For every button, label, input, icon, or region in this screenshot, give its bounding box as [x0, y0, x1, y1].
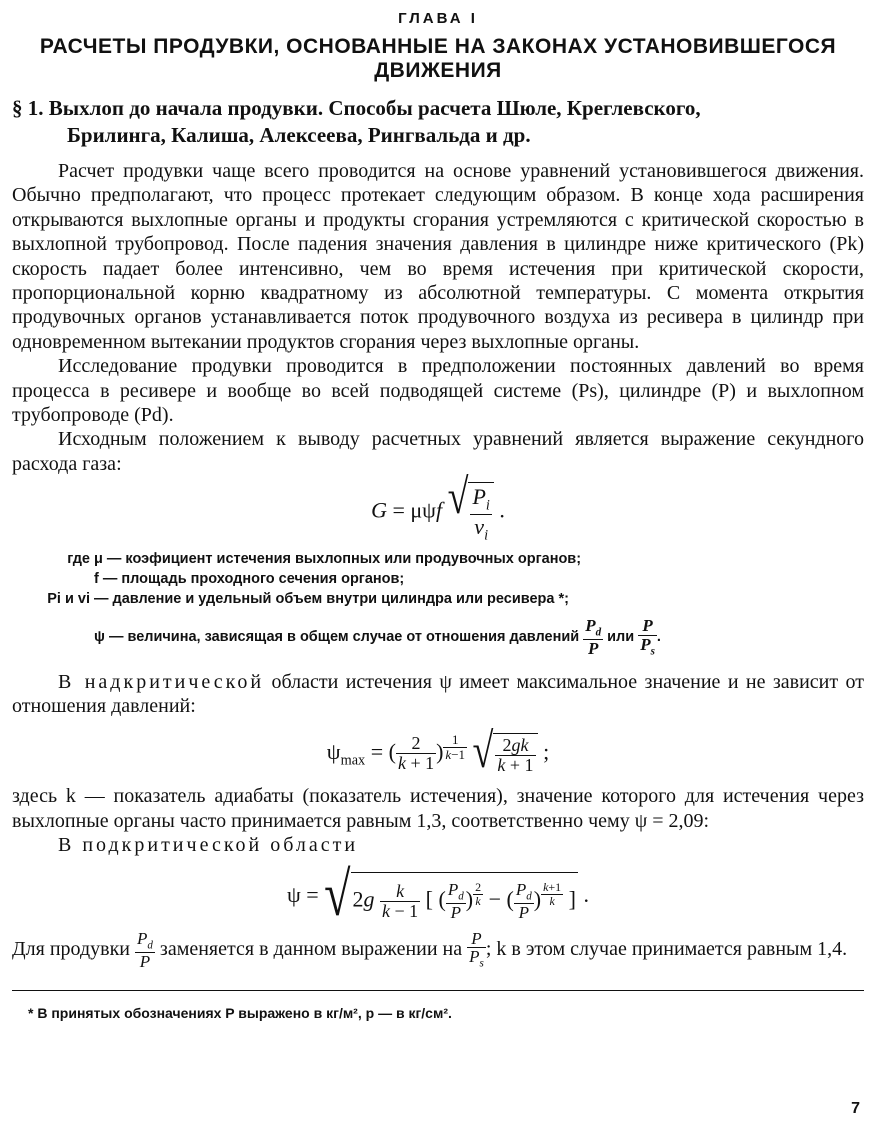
formula-psi-subcritical: ψ = √ 2g $\frac{k}{k - 1}$ [ ( $\frac{P_d}{P}$ ) $^{\frac{2}{k}}$ − ( $\frac{P_d}{P}$ ) $^{\frac{k+1}{k}}$ ] . — [286, 860, 589, 930]
section-heading — [12, 95, 864, 149]
paragraph-7-c: ; k в этом случае принимается равным 1,4. — [485, 937, 848, 960]
chapter-title: РАСЧЕТЫ ПРОДУВКИ, ОСНОВАННЫЕ НА ЗАКОНАХ УСТАНОВИВШЕГОСЯ ДВИЖЕНИЯ — [39, 35, 837, 82]
def-or: или — [607, 629, 635, 646]
paragraph-2: Исследование продувки проводится в предположении постоянных давлений во время процесса в ресивере и вообще во всей подводящей системе (Ps), цилиндре (P) и выхлопном трубопроводе (Pd). — [12, 355, 864, 427]
def-pv: — давление и удельный объем внутри цилиндра или ресивера *; — [94, 591, 569, 608]
definitions-list: где μ — коэфициент истечения выхлопных или продувочных органов; f — площадь проходного сечения органов; Pi и vi — давление и удельный объем внутри цилиндра или ресивера *; ψ — величина, зависящая в общем случае от отношения давлений $\frac{P_d}{P}$ или $\frac{P}{P_s}$ . — [12, 549, 864, 658]
paragraph-4-text: области истечения ψ имеет максимальное значение и не зависит от отношения давлений: — [12, 670, 864, 718]
paragraph-3: Исходным положением к выводу расчетных уравнений является выражение секундного расхода газа: — [12, 428, 864, 475]
paragraph-7-a: Для продувки — [12, 937, 130, 960]
chapter-heading: ГЛАВА I — [398, 10, 478, 27]
paragraph-6 — [12, 833, 864, 857]
def-f: f — площадь проходного сечения органов; — [94, 571, 405, 588]
def-where: где — [67, 551, 90, 568]
section-heading-line2: Брилинга, Калиша, Алексеева, Рингвальда и др. — [67, 123, 531, 147]
paragraph-7: Для продувки $\frac{P_d}{P}$ заменяется в данном выражении на $\frac{P}{P_s}$ ; k в этом случае принимается равным 1,4. — [12, 928, 848, 971]
def-mu: μ — коэфициент истечения выхлопных или продувочных органов; — [94, 551, 582, 568]
formula-flow-rate: G = μψf √ $\frac{P_i}{v_i}$ . — [371, 470, 505, 544]
def-pv-lhs: Pi и vi — [47, 591, 90, 608]
paragraph-7-b: заменяется в данном выражении на — [159, 937, 463, 960]
formula-psi-max: $\psi_{max}$ = ( $\frac{2}{k + 1}$ ) $^{\frac{1}{k-1}}$ √ $\frac{2gk}{k + 1}$ ; — [326, 723, 550, 779]
section-heading-line1: § 1. Выхлоп до начала продувки. Способы расчета Шюле, Креглевского, — [12, 96, 701, 120]
footnote-divider — [12, 990, 864, 991]
paragraph-1: Расчет продувки чаще всего проводится на основе уравнений установившегося движения. Обычно предполагают, что процесс протекает следующим образом. В конце хода расширения открываются выхлопные органы и продукты сгорания устремляются с критической скоростью в выхлопной трубопровод. После падения значения давления в цилиндре ниже критического (Pk) скорость падает более интенсивно, чем во время истечения при критической скорости, пропорциональной корню квадратному из абсолютной температуры. С момента открытия продувочных органов устанавливается поток продувочного воздуха из ресивера в цилиндр при одновременном вытекании продуктов сгорания через выхлопные органы. — [12, 160, 864, 353]
footnote: * В принятых обозначениях P выражено в кг/м², p — в кг/см². — [28, 1005, 452, 1022]
book-page — [12, 10, 864, 1021]
spaced-term-supercritical: В надкритической — [58, 670, 265, 693]
page-number: 7 — [851, 1100, 860, 1117]
paragraph-5: здесь k — показатель адиабаты (показатель истечения), значение которого для истечения через выхлопные органы часто принимается равным 1,3, соответственно чему ψ = 2,09: — [12, 785, 864, 832]
def-psi: ψ — величина, зависящая в общем случае от отношения давлений — [94, 629, 580, 646]
paragraph-4 — [12, 670, 864, 719]
sqrt-sign: √ $\frac{P_i}{v_i}$ — [448, 482, 494, 543]
spaced-term-subcritical: В подкритической области — [58, 834, 359, 857]
